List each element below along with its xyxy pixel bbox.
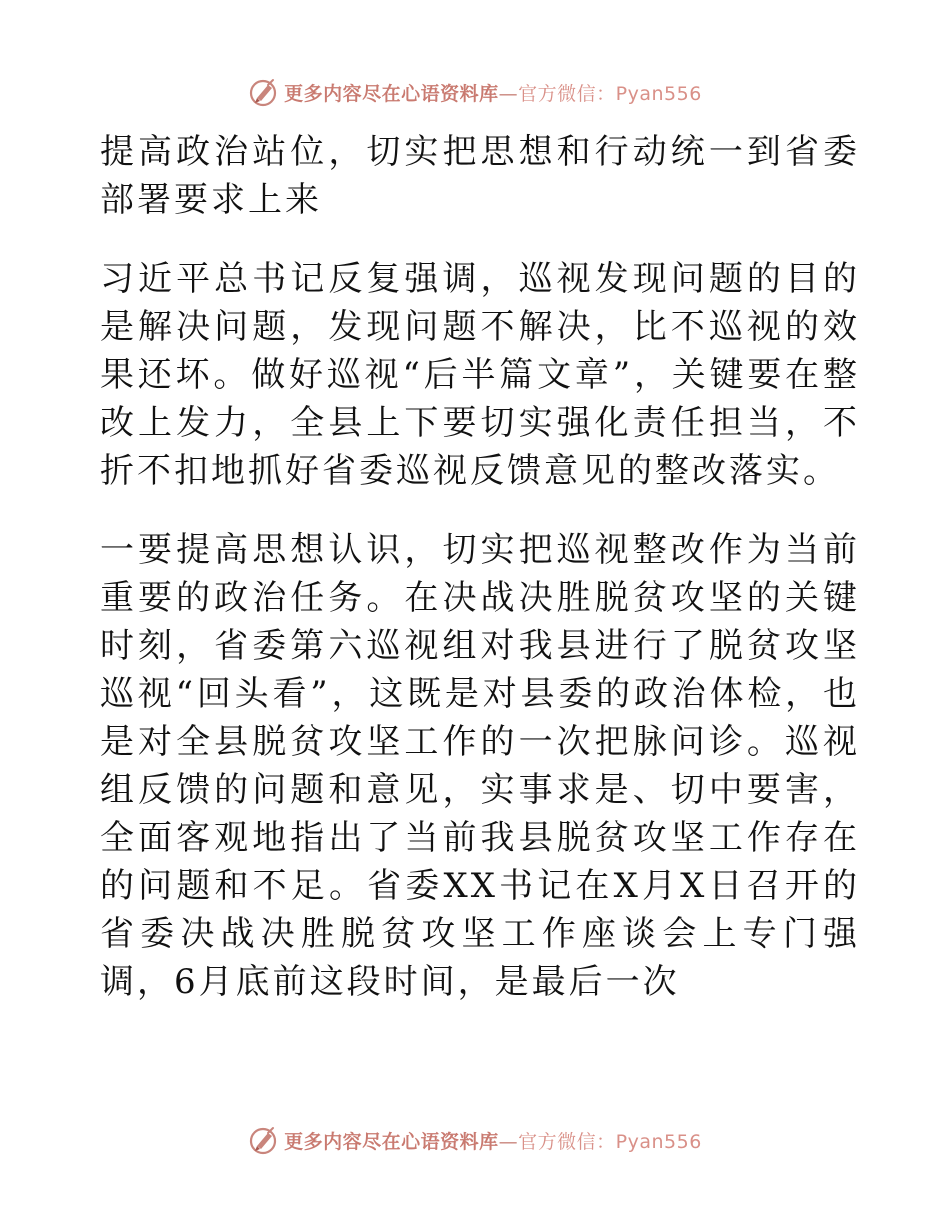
watermark-text: 更多内容尽在心语资料库—官方微信：Pyan556	[284, 82, 702, 105]
paragraph: 一要提高思想认识，切实把巡视整改作为当前重要的政治任务。在决战决胜脱贫攻坚的关键时刻，省委第六巡视组对我县进行了脱贫攻坚巡视“回头看”，这既是对县委的政治体检，也是对全县脱贫攻坚工作的一次把脉问诊。巡视组反馈的问题和意见，实事求是、切中要害，全面客观地指出了当前我县脱贫攻坚工作存在的问题和不足。省委XX书记在X月X日召开的省委决战决胜脱贫攻坚工作座谈会上专门强调，6月底前这段时间，是最后一次	[100, 530, 860, 1002]
watermark-text: 更多内容尽在心语资料库—官方微信：Pyan556	[284, 1130, 702, 1153]
footer-watermark	[0, 1120, 950, 1160]
pen-logo-icon	[248, 76, 280, 108]
document-title: 提高政治站位，切实把思想和行动统一到省委部署要求上来	[100, 132, 860, 220]
header-watermark	[0, 72, 950, 112]
document-body	[100, 128, 860, 1006]
pen-logo-icon	[248, 1124, 280, 1156]
paragraph: 习近平总书记反复强调，巡视发现问题的目的是解决问题，发现问题不解决，比不巡视的效果还坏。做好巡视“后半篇文章”，关键要在整改上发力，全县上下要切实强化责任担当，不折不扣地抓好省委巡视反馈意见的整改落实。	[100, 259, 860, 491]
